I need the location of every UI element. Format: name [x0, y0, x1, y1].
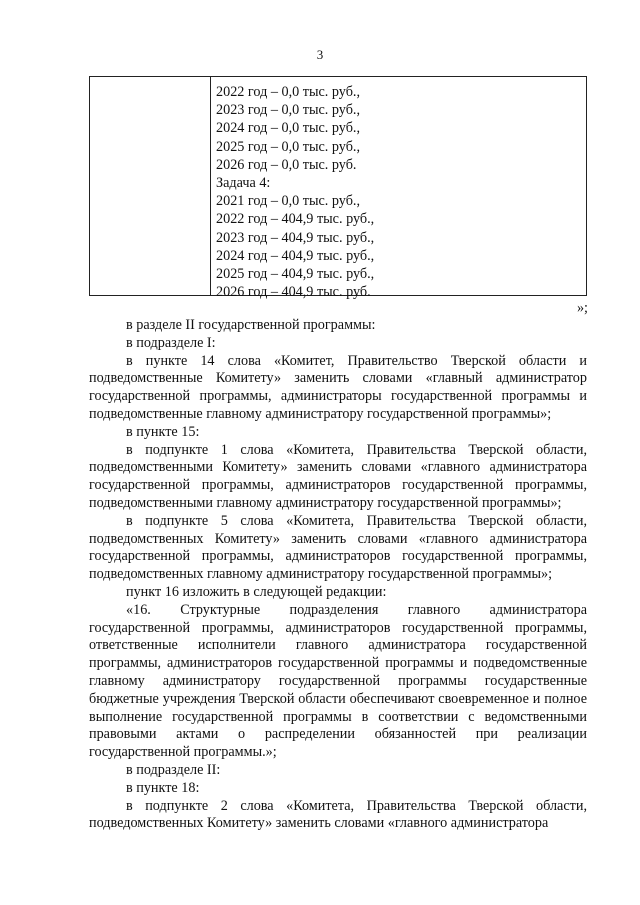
table-line: 2025 год – 404,9 тыс. руб.,	[216, 266, 375, 283]
paragraph: в пункте 15:	[126, 423, 200, 440]
paragraph: в пункте 18:	[126, 779, 200, 796]
table-line: 2021 год – 0,0 тыс. руб.,	[216, 193, 361, 210]
table-line: Задача 4:	[216, 175, 271, 192]
table-end-quote: »;	[576, 300, 588, 316]
paragraph: в подпункте 5 слова «Комитета, Правительства Тверской области, подведомственных Комитету» заменить словами «главного администратора государственной программы, администраторов государственной программы, подведомственных главному администратору государственной программы»;	[89, 512, 587, 583]
table-cell-funding	[216, 83, 576, 301]
paragraph: в подразделе II:	[126, 761, 221, 778]
table-line: 2023 год – 0,0 тыс. руб.,	[216, 102, 361, 119]
funding-table	[89, 76, 587, 301]
page-number: 3	[316, 47, 324, 62]
paragraph: в подпункте 2 слова «Комитета, Правительства Тверской области, подведомственных Комитету» заменить словами «главного администратора	[89, 797, 587, 832]
paragraph: в подразделе I:	[126, 334, 216, 351]
table-line: 2024 год – 0,0 тыс. руб.,	[216, 120, 361, 137]
paragraph: в подпункте 1 слова «Комитета, Правительства Тверской области, подведомственными Комитету» заменить словами «главного администратора государственной программы, администраторов государственной программы, подведомственными главному администратору государственной программы»;	[89, 441, 587, 511]
document-body	[89, 317, 587, 833]
table-column-divider	[210, 77, 211, 295]
table-line: 2025 год – 0,0 тыс. руб.,	[216, 138, 361, 155]
table-line: 2026 год – 404,9 тыс. руб.	[216, 284, 371, 301]
table-line: 2026 год – 0,0 тыс. руб.	[216, 156, 357, 173]
paragraph: пункт 16 изложить в следующей редакции:	[126, 583, 387, 600]
table-line: 2022 год – 0,0 тыс. руб.,	[216, 84, 361, 100]
paragraph: «16. Структурные подразделения главного администратора государственной программы, администраторов государственной программы, ответственные исполнители главного администратора государственной программы, администраторов государственной программы и подведомственные главному администратору государственной программы государственные бюджетные учреждения Тверской области обеспечивают своевременное и полное выполнение государственной программы в соответствии с ведомственными правовыми актами о распределении обязанностей при реализации государственной программы.»;	[89, 601, 587, 761]
paragraph: в разделе II государственной программы:	[126, 317, 376, 333]
table-line: 2024 год – 404,9 тыс. руб.,	[216, 247, 375, 264]
paragraph: в пункте 14 слова «Комитет, Правительство Тверской области и подведомственные Комитету» заменить словами «главный администратор государственной программы, администраторы государственной программы и подведомственные главному администратору государственной программы»;	[89, 352, 587, 422]
table-line: 2022 год – 404,9 тыс. руб.,	[216, 211, 375, 228]
table-line: 2023 год – 404,9 тыс. руб.,	[216, 229, 375, 246]
